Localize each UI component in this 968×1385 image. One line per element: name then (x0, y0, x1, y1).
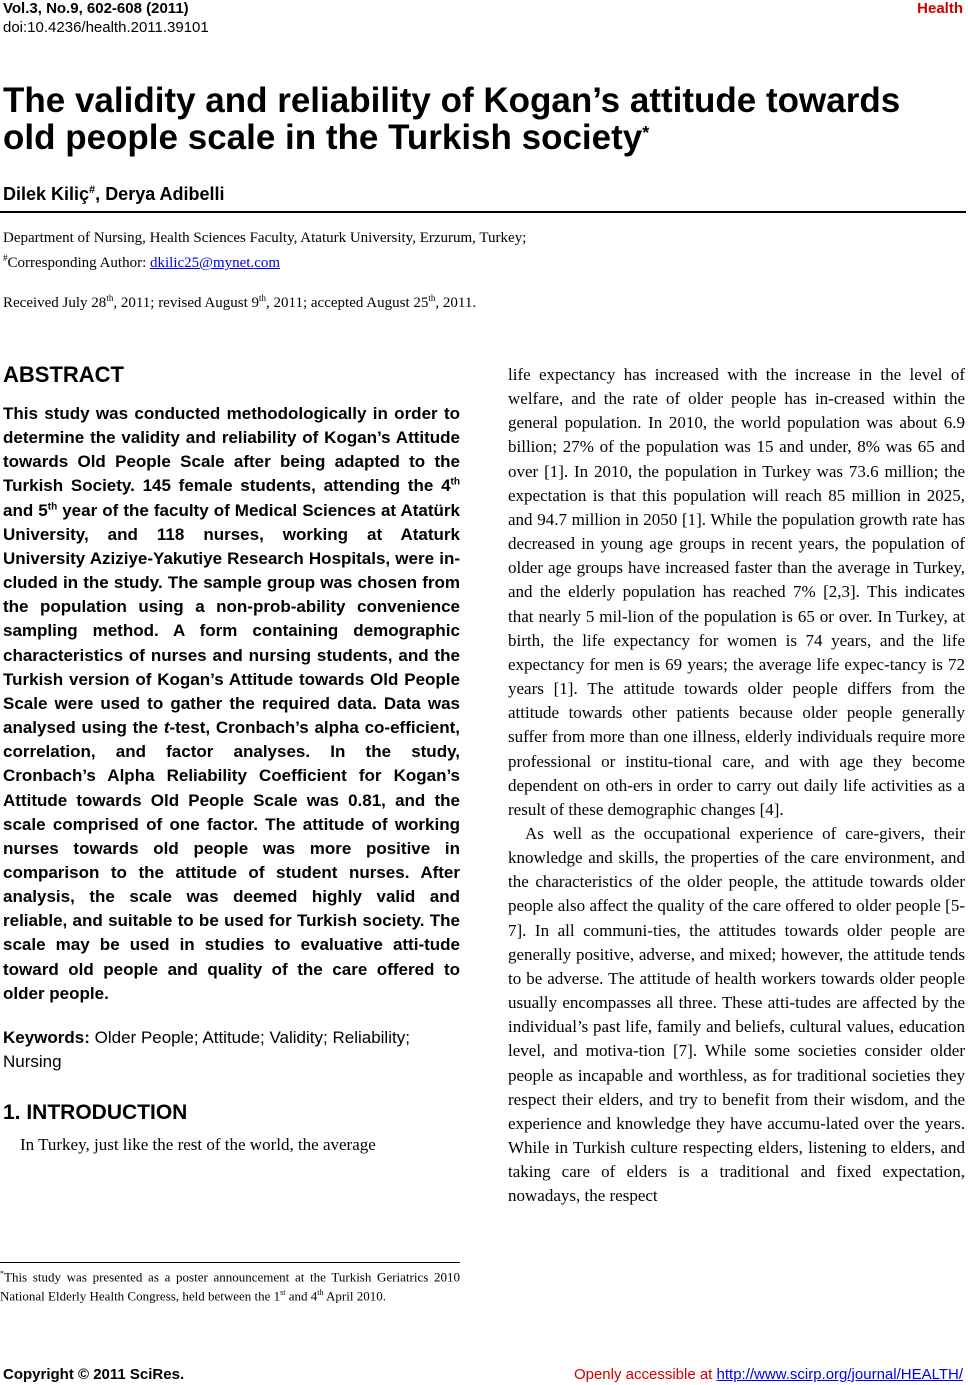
paper-title (3, 82, 963, 156)
copyright: Copyright © 2011 SciRes. (3, 1366, 185, 1383)
abstract-body (3, 402, 460, 1006)
author-name: Dilek Kiliç (3, 184, 90, 204)
author-list (3, 184, 225, 205)
corresponding-mark: # (89, 184, 96, 196)
corresponding-mark: # (3, 253, 8, 263)
keywords-text: Older People; Attitude; Validity; Reliability; Nursing (3, 1027, 410, 1071)
abstract-text: -test, Cronbach’s alpha co-efficient, correlation, and factor analyses. In the study, Cronbach’s Alpha Reliability Coefficient for Kogan’s Attitude towards Old People Scale was 0.81, and the scale comprised of one factor. The attitude of working nurses towards old people was more positive in comparison to the attitude of student nurses. After analysis, the scale was deemed highly valid and reliable, and suitable to be used for Turkish society. The scale may be used in studies to evaluative atti-tude toward old people and quality of the care offered to older people. (3, 718, 460, 1003)
journal-name: Health (917, 0, 963, 17)
introduction-paragraph-continued: life expectancy has increased with the increase in the level of welfare, and the rate of older people has in-creased within the general population. In 2010, the world population was about 6.9 billion; 27% of the population was 15 and under, 8% was 65 and over [1]. In 2010, the population in Turkey was 73.6 million; the expectation is that this population will reach 85 million in 2025, and 94.7 million in 2050 [1]. While the population growth rate has decreased in young age groups in recent years, the population of older age groups have increased faster than the average in Turkey, and the elderly population has reached 7% [2,3]. This indicates that nearly 5 mil-lion of the population is 65 or over. In Turkey, at birth, the life expectancy for women is 74 years, and the life expectancy for men is 69 years; the average life expec-tancy is 72 years [1]. The attitude towards older people differs from the attitude towards other patients because older people generally suffer from more than one illness, elderly individuals require more professional or institu-tional care, and with age they become dependent on oth-ers in order to carry out daily life activities as a result of these demographic changes [4]. (508, 365, 965, 819)
footnote-text: and 4 (285, 1288, 318, 1304)
introduction-paragraph-start: In Turkey, just like the rest of the world, the average (20, 1134, 376, 1154)
revised-text: , 2011; revised August 9 (113, 295, 260, 311)
title-line-1: The validity and reliability of Kogan’s attitude towards (3, 81, 901, 120)
author-separator: , (95, 184, 106, 204)
department: Department of Nursing, Health Sciences Faculty, Ataturk University, Erzurum, Turkey; (3, 230, 527, 246)
left-column (3, 362, 460, 1156)
title-footnote-mark: * (642, 123, 650, 143)
accepted-text: , 2011; accepted August 25 (266, 295, 429, 311)
corresponding-label: Corresponding Author: (7, 255, 150, 271)
footnote-text: April 2010. (323, 1288, 386, 1304)
keywords-label: Keywords: (3, 1027, 90, 1047)
doi: doi:10.4236/health.2011.39101 (3, 19, 209, 36)
journal-url-link[interactable]: http://www.scirp.org/journal/HEALTH/ (716, 1366, 963, 1383)
ordinal: th (106, 293, 114, 303)
email-link[interactable]: dkilic25@mynet.com (150, 255, 281, 271)
introduction-paragraph-2: As well as the occupational experience of care-givers, their knowledge and skills, the properties of the care environment, and the characteristics of the older people, the attitude towards older people also affect the quality of the care offered to older people [5-7]. In all communi-ties, the attitudes towards older people are generally positive, adverse, and mixed; however, the attitude tends to be adverse. The attitude of health workers towards older people usually encompasses all three. These atti-tudes are affected by the individual’s past life, family and beliefs, cultural values, education level, and motiva-tion [7]. While some societies consider older people as incapable and worthless, as for traditional societies they respect their elders, and try to benefit from their wisdom, and the experience and knowledge they have accumu-lated over the years. While in Turkish culture respecting elders, listening to elders, and taking care of elders is a traditional and fixed expectation, nowadays, the respect (508, 823, 965, 1206)
received-dates (3, 293, 476, 312)
abstract-text: and 5 (3, 500, 48, 520)
ordinal: th (259, 293, 267, 303)
footnote-text: This study was presented as a poster announcement at the Turkish Geriatrics 2010 National Elderly Health Congress, held between the 1 (0, 1269, 460, 1304)
received-text: Received July 28 (3, 295, 107, 311)
t-test-italic: t (163, 718, 170, 738)
keywords (3, 1026, 460, 1074)
open-access-notice (574, 1366, 963, 1383)
ordinal: st (280, 1288, 286, 1298)
journal-volume: Vol.3, No.9, 602-608 (2011) (3, 0, 189, 17)
corresponding-author (3, 248, 943, 273)
ordinal: th (450, 476, 460, 488)
title-rule (0, 211, 966, 213)
author-name: Derya Adibelli (105, 184, 225, 204)
abstract-text: This study was conducted methodologically in order to determine the validity and reliability of Kogan’s Attitude towards Old People Scale after being adapted to the Turkish Society. 145 female students, attending the 4 (3, 404, 460, 496)
footnote (0, 1266, 460, 1305)
title-line-2: old people scale in the Turkish society (3, 118, 643, 157)
footnote-mark: * (0, 1269, 4, 1278)
abstract-text: year of the faculty of Medical Sciences at Atatürk University, and 118 nurses, working at Ataturk University Aziziye-Yakutiye Research Hospitals, were in-cluded in the study. The sample group was chosen from the population using a non-prob-ability convenience sampling method. A form containing demographic characteristics of nurses and nursing students, and the Turkish version of Kogan’s Attitude towards Old People Scale were used to gather the required data. Data was analysed using the (3, 500, 460, 738)
ordinal: th (428, 293, 436, 303)
introduction-heading: 1. INTRODUCTION (3, 1100, 188, 1124)
abstract-heading: ABSTRACT (3, 362, 124, 387)
ordinal: th (317, 1288, 324, 1298)
access-label: Openly accessible at (573, 1366, 717, 1383)
footnote-rule (0, 1262, 460, 1263)
ordinal: th (47, 500, 58, 512)
right-column (508, 363, 965, 1208)
affiliation (3, 228, 943, 273)
year-text: , 2011. (435, 295, 477, 311)
